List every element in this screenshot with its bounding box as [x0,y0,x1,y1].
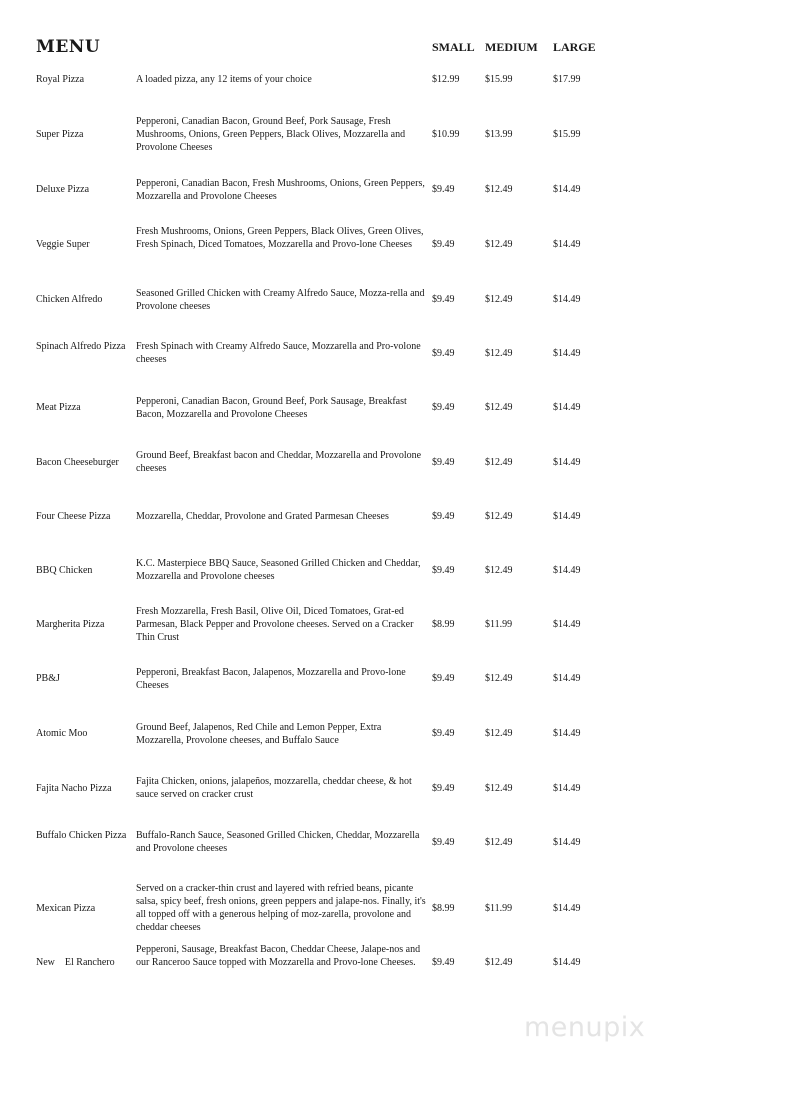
price-small: $9.49 [432,348,455,359]
price-large: $14.49 [553,348,581,359]
price-large: $14.49 [553,511,581,522]
item-description: Fresh Mozzarella, Fresh Basil, Olive Oil, Diced Tomatoes, Grat-ed Parmesan, Black Pepper and Provolone cheeses. Served on a Cracker Thin Crust [136,606,414,643]
price-large: $14.49 [553,673,581,684]
item-description: Ground Beef, Breakfast bacon and Cheddar, Mozzarella and Provolone cheeses [136,450,422,474]
price-small: $9.49 [432,673,455,684]
price-medium: $12.49 [485,673,513,684]
price-small: $9.49 [432,565,455,576]
price-medium: $13.99 [485,129,513,140]
column-header-small: SMALL [432,40,475,54]
price-medium: $12.49 [485,402,513,413]
price-medium: $12.49 [485,565,513,576]
watermark-text: menupix [524,1012,646,1043]
item-name: Meat Pizza [36,402,81,413]
price-medium: $12.49 [485,184,513,195]
price-medium: $11.99 [485,903,513,914]
price-large: $15.99 [553,129,581,140]
item-description: Fresh Mushrooms, Onions, Green Peppers, Black Olives, Green Olives, Fresh Spinach, Diced Tomatoes, Mozzarella and Provo-lone Cheeses [136,226,424,250]
item-name: BBQ Chicken [36,565,93,576]
price-small: $9.49 [432,837,455,848]
price-large: $14.49 [553,184,581,195]
price-small: $9.49 [432,184,455,195]
price-large: $14.49 [553,294,581,305]
price-medium: $12.49 [485,511,513,522]
price-medium: $12.49 [485,837,513,848]
price-small: $9.49 [432,294,455,305]
item-description: Buffalo-Ranch Sauce, Seasoned Grilled Chicken, Cheddar, Mozzarella and Provolone cheeses [136,830,420,854]
item-description: Pepperoni, Sausage, Breakfast Bacon, Cheddar Cheese, Jalape-nos and our Ranceroo Sauce topped with Mozzarella and Provo-lone Cheeses. [136,944,421,968]
item-name: Spinach Alfredo Pizza [36,341,126,352]
price-small: $9.49 [432,457,455,468]
item-name: Deluxe Pizza [36,184,90,195]
price-small: $9.49 [432,402,455,413]
item-name: Veggie Super [36,239,90,250]
price-small: $8.99 [432,619,455,630]
item-description: A loaded pizza, any 12 items of your choice [136,74,312,85]
menu-title: MENU [36,37,101,57]
item-description: Pepperoni, Canadian Bacon, Fresh Mushrooms, Onions, Green Peppers, Mozzarella and Provolone Cheeses [136,178,425,202]
column-header-medium: MEDIUM [485,40,538,54]
item-name: Buffalo Chicken Pizza [36,830,127,841]
price-medium: $12.49 [485,783,513,794]
price-large: $14.49 [553,837,581,848]
price-small: $9.49 [432,783,455,794]
menupix-watermark [524,1012,674,1052]
item-name: Atomic Moo [36,728,88,739]
price-small: $9.49 [432,728,455,739]
price-medium: $12.49 [485,239,513,250]
price-medium: $12.49 [485,348,513,359]
item-description: Mozzarella, Cheddar, Provolone and Grated Parmesan Cheeses [136,511,389,522]
item-description: Ground Beef, Jalapenos, Red Chile and Lemon Pepper, Extra Mozzarella, Provolone cheeses, and Buffalo Sauce [136,722,382,746]
item-name: Four Cheese Pizza [36,511,111,522]
price-large: $14.49 [553,457,581,468]
item-name: Bacon Cheeseburger [36,457,119,468]
price-small: $9.49 [432,511,455,522]
item-description: Seasoned Grilled Chicken with Creamy Alfredo Sauce, Mozza-rella and Provolone cheeses [136,288,425,312]
price-large: $14.49 [553,957,581,968]
item-name: Super Pizza [36,129,84,140]
price-medium: $15.99 [485,74,513,85]
price-large: $14.49 [553,903,581,914]
price-small: $9.49 [432,957,455,968]
item-description: Pepperoni, Canadian Bacon, Ground Beef, Pork Sausage, Breakfast Bacon, Mozzarella and Provolone Cheeses [136,396,407,420]
price-small: $12.99 [432,74,460,85]
price-large: $14.49 [553,619,581,630]
price-medium: $12.49 [485,294,513,305]
item-name: Margherita Pizza [36,619,105,630]
column-header-large: LARGE [553,40,596,54]
item-name: Mexican Pizza [36,903,96,914]
item-name: New El Ranchero [36,957,115,968]
item-description: K.C. Masterpiece BBQ Sauce, Seasoned Grilled Chicken and Cheddar, Mozzarella and Provolone cheeses [136,558,421,582]
price-medium: $12.49 [485,728,513,739]
item-description: Fresh Spinach with Creamy Alfredo Sauce, Mozzarella and Pro-volone cheeses [136,341,421,365]
price-medium: $12.49 [485,957,513,968]
price-large: $14.49 [553,783,581,794]
price-large: $17.99 [553,74,581,85]
price-small: $9.49 [432,239,455,250]
item-name: Royal Pizza [36,74,85,85]
item-description: Pepperoni, Breakfast Bacon, Jalapenos, Mozzarella and Provo-lone Cheeses [136,667,406,691]
price-large: $14.49 [553,565,581,576]
price-small: $10.99 [432,129,460,140]
price-large: $14.49 [553,239,581,250]
price-small: $8.99 [432,903,455,914]
price-medium: $11.99 [485,619,513,630]
price-large: $14.49 [553,402,581,413]
item-name: Chicken Alfredo [36,294,103,305]
price-large: $14.49 [553,728,581,739]
item-description: Served on a cracker-thin crust and layered with refried beans, picante salsa, spicy beef, fresh onions, green peppers and jalape-nos. Finally, it's all topped off with a generous helping of moz-zarella, provolone and cheddar cheeses [136,883,426,933]
item-description: Fajita Chicken, onions, jalapeños, mozzarella, cheddar cheese, & hot sauce served on cracker crust [136,776,412,800]
price-medium: $12.49 [485,457,513,468]
item-name: Fajita Nacho Pizza [36,783,112,794]
item-name: PB&J [36,673,60,684]
item-description: Pepperoni, Canadian Bacon, Ground Beef, Pork Sausage, Fresh Mushrooms, Onions, Green Peppers, Black Olives, Mozzarella and Provolone Cheeses [136,116,406,153]
